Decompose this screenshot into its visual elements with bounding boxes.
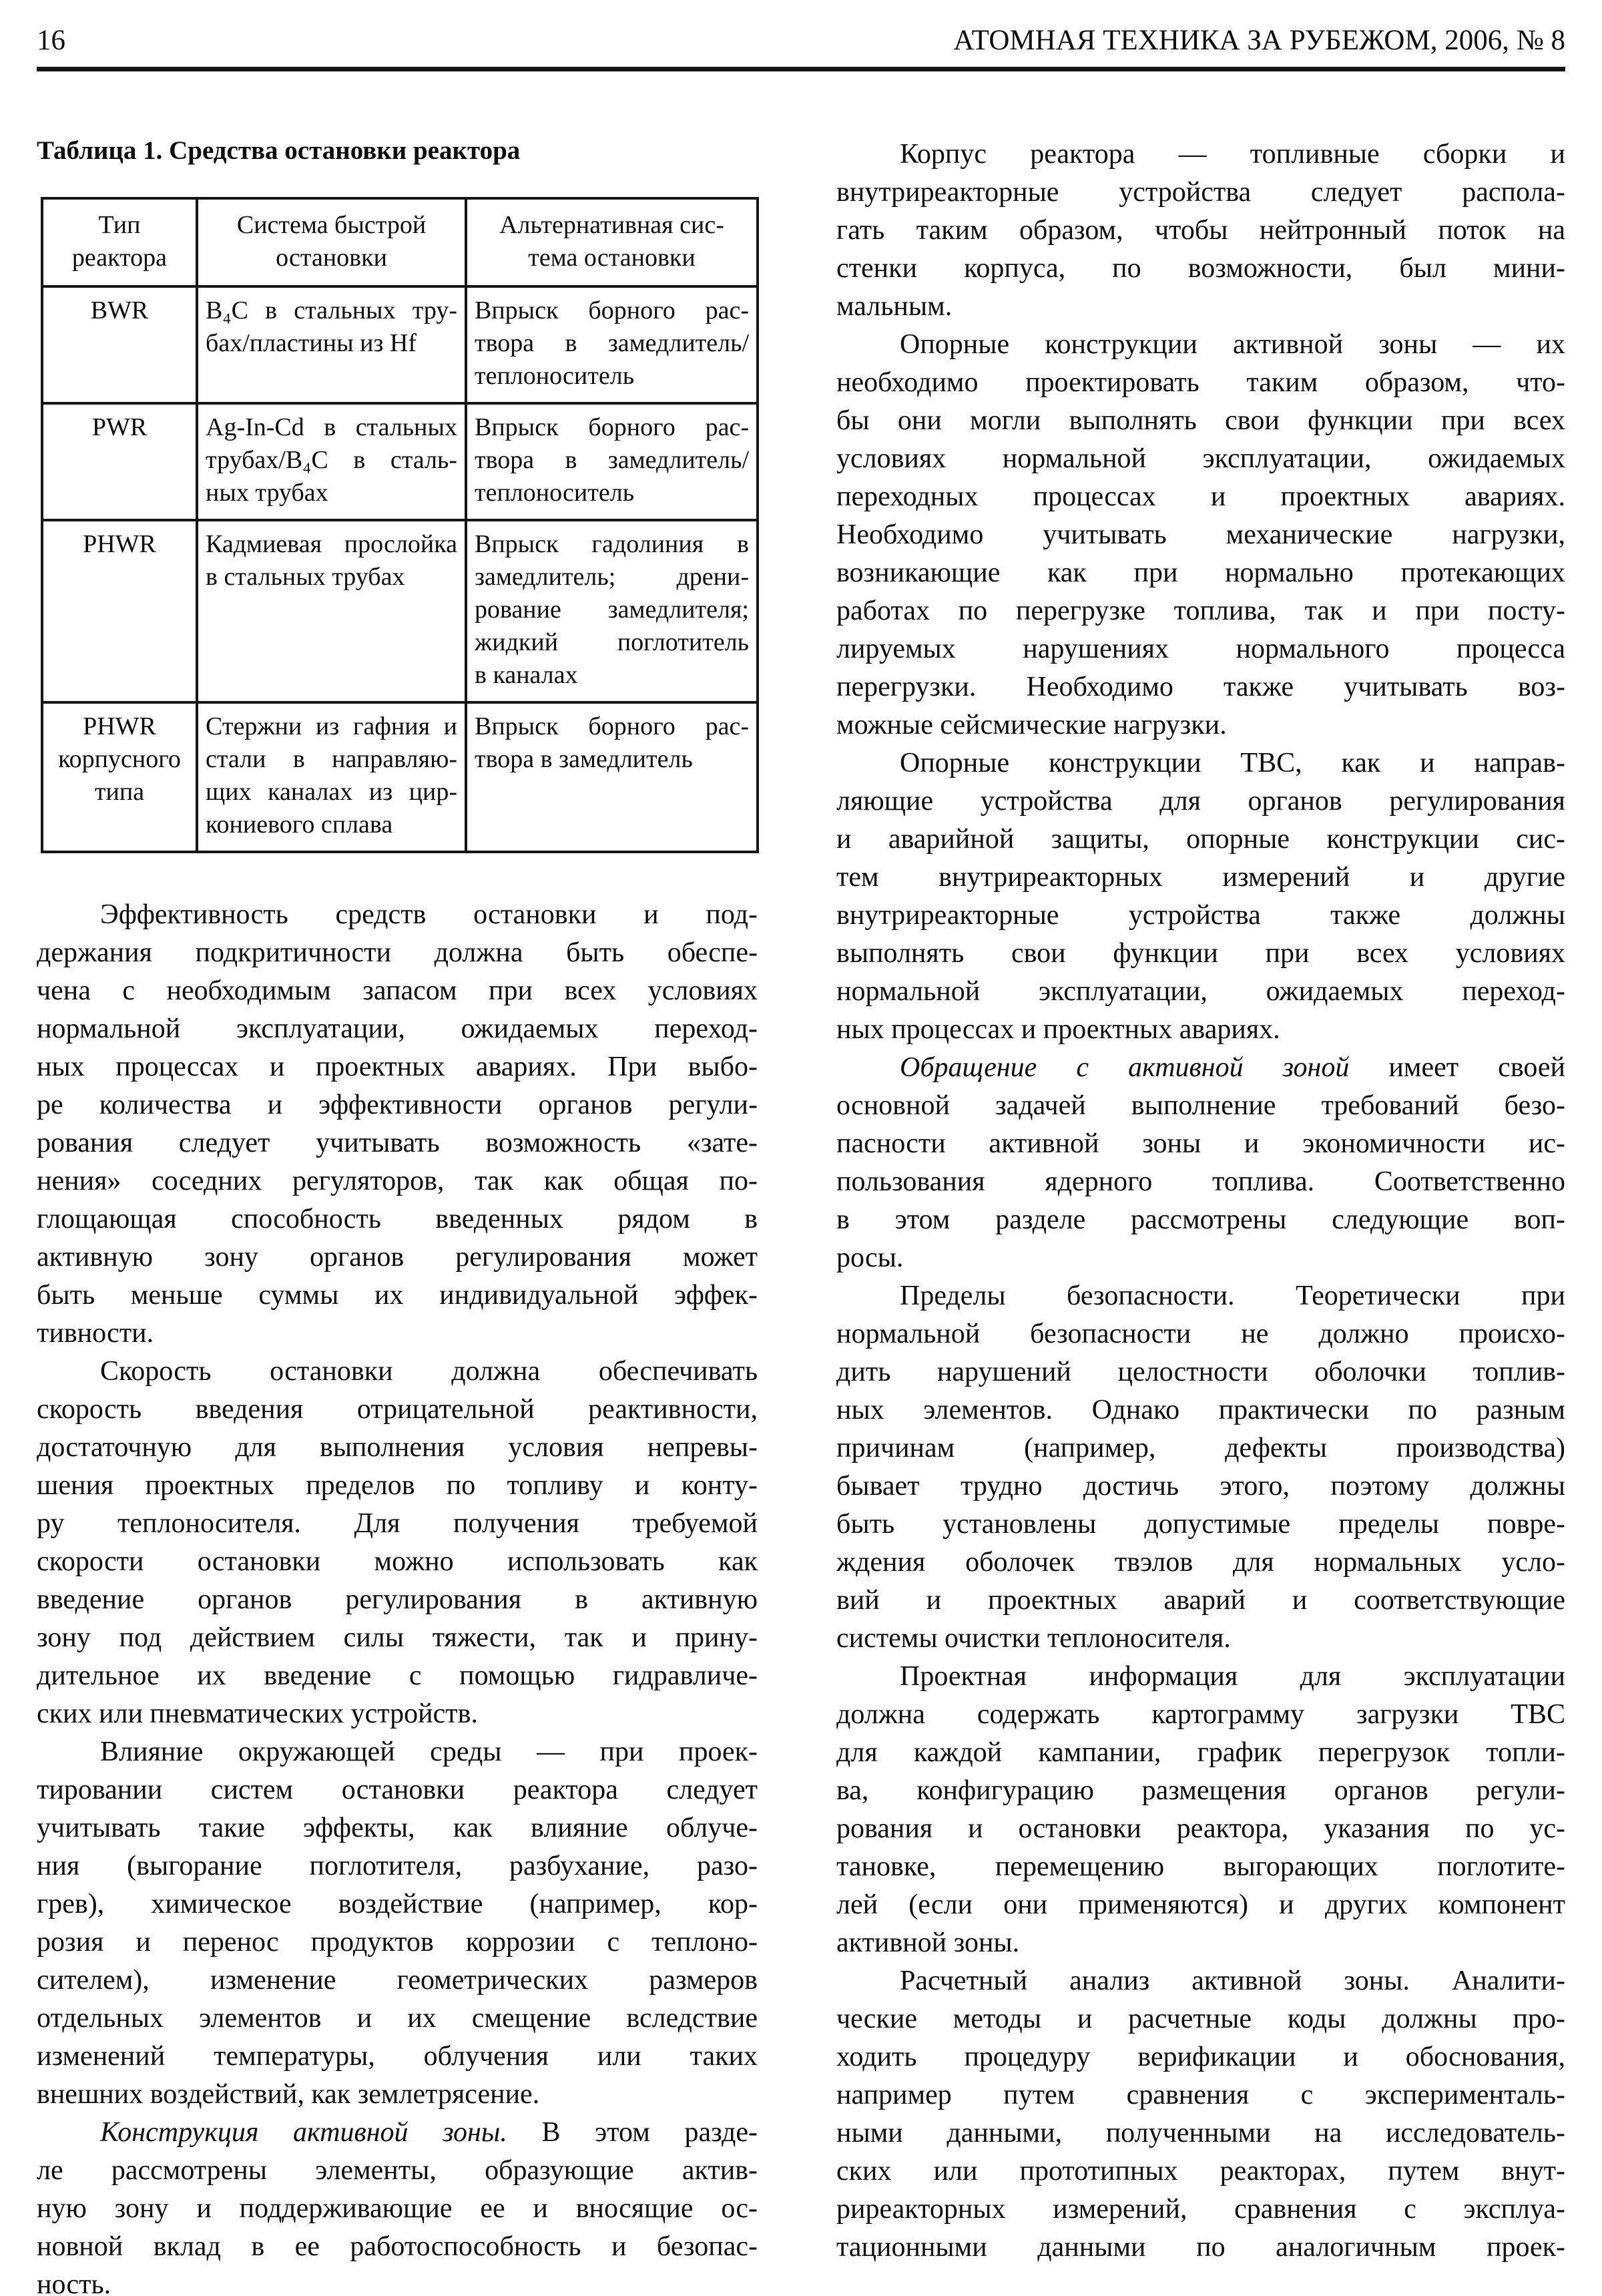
table-cell-line: бах/пластины из Hf: [206, 329, 417, 357]
text-line: вий и проектных аварий и соответствующие: [836, 1585, 1565, 1616]
paragraph: [836, 1658, 1565, 1962]
table-cell: [466, 286, 758, 403]
italic-run: Конструкция активной зоны.: [100, 2117, 507, 2148]
right-column: [836, 136, 1565, 2296]
text-line: скорости остановки можно использовать как: [37, 1546, 758, 1577]
text-line: дить нарушений целостности оболочки топлив-: [836, 1357, 1565, 1387]
paragraph: [836, 744, 1565, 1049]
text-line: лируемых нарушениях нормального процесса: [836, 634, 1565, 664]
text-line: тировании систем остановки реактора следует: [37, 1775, 758, 1805]
text-line: пользования ядерного топлива. Соответственно: [836, 1166, 1565, 1197]
table-cell-line: замедлитель; дрени-: [475, 563, 749, 591]
text-line: риреакторных измерений, сравнения с эксплуа-: [836, 2194, 1565, 2225]
text-line: Конструкция активной зоны. В этом разде-: [100, 2117, 758, 2148]
paragraph: [37, 1353, 758, 1733]
page-number: 16: [37, 25, 65, 56]
table-cell-line: стали в направляю-: [206, 745, 457, 773]
table-caption: Таблица 1. Средства остановки реактора: [37, 136, 521, 165]
text-line: бывает трудно достичь этого, поэтому должны: [836, 1471, 1565, 1502]
text-line: Скорость остановки должна обеспечивать: [100, 1356, 758, 1387]
table-cell-line: Тип: [98, 211, 141, 239]
table-cell-line: твора в замедлитель/: [475, 329, 749, 357]
table-cell-line: Впрыск борного рас-: [475, 296, 749, 324]
text-line: ческие методы и расчетные коды должны про-: [836, 2004, 1565, 2034]
table-cell-line: в каналах: [475, 661, 578, 689]
text-line: возникающие как при нормально протекающих: [836, 557, 1565, 588]
text-line: быть установлены допустимые пределы повре-: [836, 1509, 1565, 1540]
text-line: причинам (например, дефекты производства): [836, 1433, 1565, 1463]
text-line: введение органов регулирования в активную: [37, 1584, 758, 1615]
table-cell-line: щих каналах из цир-: [206, 778, 457, 806]
text-line: бы они могли выполнять свои функции при всех: [836, 405, 1565, 436]
reactor-shutdown-table: [41, 197, 759, 853]
text-line: Расчетный анализ активной зоны. Аналити-: [900, 1966, 1565, 1996]
text-line: нормальной эксплуатации, ожидаемых переход-: [836, 976, 1565, 1007]
text-line: ских или прототипных реакторах, путем внут-: [836, 2156, 1565, 2187]
table-body: [42, 286, 758, 852]
text-line: новной вклад в ее работоспособность и безопас-: [37, 2231, 758, 2262]
text-line: активную зону органов регулирования может: [37, 1242, 758, 1273]
table-cell-line: рование замедлителя;: [475, 596, 749, 624]
text-line: внутриреакторные устройства следует распола-: [836, 177, 1565, 208]
table-cell-line: корпусного: [58, 745, 181, 773]
table-cell: [197, 702, 466, 852]
text-line: отдельных элементов и их смещение вследствие: [37, 2003, 758, 2034]
text-line: переходных процессах и проектных авариях.: [836, 481, 1565, 512]
table-cell-line: трубах/B₄C в сталь-: [206, 446, 457, 474]
text-line: системы очистки теплоносителя.: [836, 1623, 1231, 1654]
table-cell: [466, 520, 758, 702]
text-line: ными данными, полученными на исследователь-: [836, 2118, 1565, 2148]
text-line: изменений температуры, облучения или таких: [37, 2041, 758, 2072]
left-column: [37, 136, 758, 2296]
text-line: необходимо проектировать таким образом, что-: [836, 367, 1565, 398]
text-line: условиях нормальной эксплуатации, ожидаемых: [836, 443, 1565, 474]
text-line: ре количества и эффективности органов регули-: [37, 1090, 758, 1120]
text-line: Необходимо учитывать механические нагрузки,: [836, 519, 1565, 550]
table-cell-line: тема остановки: [528, 244, 696, 272]
text-line: например путем сравнения с эксперименталь-: [836, 2080, 1565, 2110]
text-line: Пределы безопасности. Теоретически при: [900, 1281, 1565, 1311]
table-cell-line: теплоноситель: [475, 362, 635, 390]
left-paragraphs: [37, 896, 758, 2296]
table-cell-line: Кадмиевая прослойка: [206, 530, 457, 558]
text-line: дительное их введение с помощью гидравличе-: [37, 1660, 758, 1691]
text-line: ных процессах и проектных авариях.: [836, 1014, 1280, 1045]
table-header-cell: [197, 198, 466, 286]
table-header-cell: [466, 198, 758, 286]
table-cell-line: твора в замедлитель/: [475, 446, 749, 474]
text-line: и аварийной защиты, опорные конструкции сис-: [836, 824, 1565, 855]
table-cell-line: Ag-In-Cd в стальных: [206, 413, 457, 441]
text-line: должна содержать картограмму загрузки ТВС: [836, 1699, 1565, 1730]
text-line: тем внутриреакторных измерений и другие: [836, 862, 1565, 893]
text-line: росы.: [836, 1242, 904, 1273]
text-line: Эффективность средств остановки и под-: [100, 899, 758, 930]
paragraph: [836, 1049, 1565, 1277]
content-columns: [37, 136, 1565, 2296]
reactor-type-cell: [42, 520, 197, 702]
text-line: шения проектных пределов по топливу и конту-: [37, 1470, 758, 1501]
text-line: скорость введения отрицательной реактивности,: [37, 1394, 758, 1425]
table-cell-line: B₄C в стальных тру-: [206, 296, 457, 324]
text-line: тивности.: [37, 1318, 154, 1349]
table-cell-line: Впрыск борного рас-: [475, 712, 749, 740]
table-cell: [197, 403, 466, 520]
text-line: активной зоны.: [836, 1927, 1020, 1958]
text-line: рования и остановки реактора, указания по ус-: [836, 1813, 1565, 1844]
text-line: держания подкритичности должна быть обеспе-: [37, 937, 758, 968]
text-line: работах по перегрузке топлива, так и при посту-: [836, 596, 1565, 626]
text-line: нормальной эксплуатации, ожидаемых переход-: [37, 1013, 758, 1044]
text-line: Корпус реактора — топливные сборки и: [900, 139, 1565, 170]
text-line: учитывать такие эффекты, как влияние облуче-: [37, 1813, 758, 1843]
table-row: [42, 286, 758, 403]
text-line: чена с необходимым запасом при всех условиях: [37, 975, 758, 1006]
table-cell-line: типа: [94, 778, 145, 806]
text-line: зону под действием силы тяжести, так и прину-: [37, 1622, 758, 1653]
text-line: пасности активной зоны и экономичности ис-: [836, 1128, 1565, 1159]
text-line: перегрузки. Необходимо также учитывать воз-: [836, 672, 1565, 702]
reactor-type-cell: [42, 403, 197, 520]
text-line: Влияние окружающей среды — при проек-: [100, 1737, 758, 1767]
text-line: ских или пневматических устройств.: [37, 1698, 478, 1729]
text-line: Опорные конструкции ТВС, как и направ-: [900, 748, 1565, 778]
table-cell-line: BWR: [90, 296, 149, 324]
table-cell-line: реактора: [71, 244, 168, 272]
table-cell: [466, 702, 758, 852]
table-cell-line: PHWR: [83, 530, 156, 558]
text-line: внутриреакторные устройства также должны: [836, 900, 1565, 931]
table-cell-line: ных трубах: [206, 479, 328, 507]
text-line: Проектная информация для эксплуатации: [900, 1661, 1565, 1692]
text-line: стенки корпуса, по возможности, был мини-: [836, 253, 1565, 284]
table-cell-line: Стержни из гафния и: [206, 712, 457, 740]
text-line: в этом разделе рассмотрены следующие воп-: [836, 1204, 1565, 1235]
table-cell-line: Впрыск борного рас-: [475, 413, 749, 441]
text-line: ходить процедуру верификации и обоснования,: [836, 2042, 1565, 2072]
text-line: ле рассмотрены элементы, образующие актив-: [37, 2155, 758, 2186]
table-row: [42, 403, 758, 520]
table-cell-line: Система быстрой: [236, 211, 427, 239]
reactor-type-cell: [42, 286, 197, 403]
reactor-type-cell: [42, 702, 197, 852]
paragraph: [836, 136, 1565, 326]
right-paragraphs: [836, 136, 1565, 2267]
table-header-row: [42, 198, 758, 286]
table-cell-line: твора в замедлитель: [475, 745, 693, 773]
journal-title: АТОМНАЯ ТЕХНИКА ЗА РУБЕЖОМ, 2006, № 8: [953, 25, 1565, 56]
table-cell-line: Впрыск гадолиния в: [475, 530, 749, 558]
text-line: ния (выгорание поглотителя, разбухание, разо-: [37, 1851, 758, 1881]
text-line: глощающая способность введенных рядом в: [37, 1204, 758, 1234]
page-header: [37, 24, 1565, 57]
table-cell: [466, 403, 758, 520]
table-row: [42, 702, 758, 852]
paragraph: [37, 896, 758, 1353]
text-line: грев), химическое воздействие (например, кор-: [37, 1889, 758, 1919]
text-line: Обращение с активной зоной имеет своей: [900, 1052, 1565, 1083]
table-cell: [197, 286, 466, 403]
table-header-cell: [42, 198, 197, 286]
text-line: достаточную для выполнения условия непревы-: [37, 1432, 758, 1463]
text-line: ру теплоносителя. Для получения требуемой: [37, 1508, 758, 1539]
paragraph: [836, 326, 1565, 744]
text-line: лей (если они применяются) и других компонент: [836, 1889, 1565, 1920]
table-cell-line: PHWR: [83, 712, 156, 740]
text-line: ных процессах и проектных авариях. При выбо-: [37, 1052, 758, 1082]
text-line: тационными данными по аналогичным проек-: [836, 2232, 1565, 2263]
text-line: нормальной безопасности не должно происхо-: [836, 1319, 1565, 1349]
text-line: тановке, перемещению выгорающих поглотите-: [836, 1851, 1565, 1882]
text-line: выполнять свои функции при всех условиях: [836, 938, 1565, 969]
text-line: ва, конфигурацию размещения органов регули-: [836, 1775, 1565, 1806]
table-head: [42, 198, 758, 286]
text-line: быть меньше суммы их индивидуальной эффек-: [37, 1280, 758, 1311]
text-line: внешних воздействий, как землетрясение.: [37, 2079, 540, 2110]
text-line: ную зону и поддерживающие ее и вносящие ос-: [37, 2193, 758, 2224]
paragraph: [836, 1962, 1565, 2267]
text-line: рования следует учитывать возможность «зате-: [37, 1128, 758, 1158]
table-cell-line: остановки: [276, 244, 387, 272]
paragraph: [37, 2114, 758, 2296]
table-cell: [197, 520, 466, 702]
table-cell-line: кониевого сплава: [206, 811, 393, 839]
italic-run: Обращение с активной зоной: [900, 1052, 1350, 1083]
text-line: Опорные конструкции активной зоны — их: [900, 329, 1565, 360]
text-line: ность.: [37, 2269, 111, 2296]
table-cell-line: в стальных трубах: [206, 563, 405, 591]
table-cell-line: Альтернативная сис-: [499, 211, 724, 239]
text-line: основной задачей выполнение требований безо-: [836, 1090, 1565, 1121]
text-line: ных элементов. Однако практически по разным: [836, 1395, 1565, 1425]
table-cell-line: жидкий поглотитель: [475, 628, 749, 656]
text-line: для каждой кампании, график перегрузок топли-: [836, 1737, 1565, 1768]
text-line: можные сейсмические нагрузки.: [836, 710, 1227, 740]
paragraph: [836, 1277, 1565, 1658]
text-line: нения» соседних регуляторов, так как общая по-: [37, 1166, 758, 1196]
table-row: [42, 520, 758, 702]
text-line: сителем), изменение геометрических размеров: [37, 1965, 758, 1996]
text-line: мальным.: [836, 291, 953, 322]
text-line: ждения оболочек твэлов для нормальных усло-: [836, 1547, 1565, 1578]
table-cell-line: теплоноситель: [475, 479, 635, 507]
text-line: ляющие устройства для органов регулирования: [836, 786, 1565, 817]
header-rule: [37, 67, 1565, 71]
table-cell-line: PWR: [91, 413, 148, 441]
text-line: розия и перенос продуктов коррозии с теплоно-: [37, 1927, 758, 1958]
paragraph: [37, 1733, 758, 2114]
text-line: гать таким образом, чтобы нейтронный поток на: [836, 215, 1565, 246]
